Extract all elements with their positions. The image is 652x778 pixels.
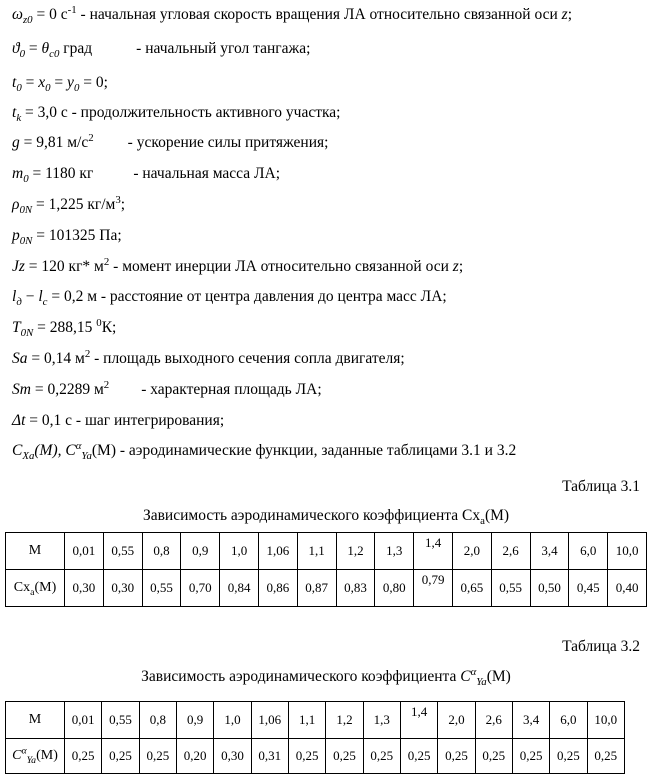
param-g: g = 9,81 $м/с^2$ - ускорение силы притяжения; bbox=[12, 131, 329, 151]
table1-c-cell: 0,79 bbox=[414, 570, 453, 607]
table2 bbox=[5, 701, 625, 774]
table1-header-m: M bbox=[6, 533, 65, 570]
table2-c-cell: 0,20 bbox=[176, 739, 213, 774]
table1-c-cell: 0,30 bbox=[103, 570, 142, 607]
table1-m-cell: 1,3 bbox=[375, 533, 414, 570]
table2-m-cell: 2,6 bbox=[475, 702, 512, 739]
table2-c-cell: 0,25 bbox=[288, 739, 325, 774]
table2-c-cell: 0,25 bbox=[438, 739, 475, 774]
table1-c-cell: 0,65 bbox=[452, 570, 491, 607]
param-omega: $\omega_{z0} = 0$ $с^{-1}$ - начальная угловая скорость вращения ЛА относительно связанной оси z; bbox=[12, 3, 572, 27]
param-rho: $\rho_{0N} = 1,225$ $кг/м^3$; bbox=[12, 193, 126, 217]
table1-m-cell: 2,0 bbox=[452, 533, 491, 570]
table2-c-cell: 0,25 bbox=[512, 739, 549, 774]
param-tk: $t_k = 3,0$ с - продолжительность активного участка; bbox=[12, 104, 341, 125]
table1-row-m bbox=[6, 533, 647, 570]
table1-c-cell: 0,83 bbox=[336, 570, 375, 607]
table1-c-cell: 0,70 bbox=[181, 570, 220, 607]
table2-m-cell: 1,3 bbox=[363, 702, 400, 739]
param-t0: $t_0 = x_0 = y_0 = 0$; bbox=[12, 74, 108, 95]
table2-c-cell: 0,25 bbox=[363, 739, 400, 774]
table2-c-cell: 0,25 bbox=[400, 739, 437, 774]
table1-c-cell: 0,87 bbox=[297, 570, 336, 607]
table1-title: Зависимость аэродинамического коэффициента $Cx_a(M)$ bbox=[142, 507, 510, 528]
param-sa: Sa = 0,14 $м^2$ - площадь выходного сечения сопла двигателя; bbox=[12, 347, 405, 367]
table2-m-cell: 0,01 bbox=[65, 702, 102, 739]
table1-c-cell: 0,86 bbox=[258, 570, 297, 607]
param-p0n: $p_{0N} = 101325$ Па; bbox=[12, 227, 122, 248]
table1-header-c: $Cx_a(M)$ bbox=[6, 570, 65, 607]
param-m0: $m_0 = 1180$ кг - начальная масса ЛА; bbox=[12, 165, 280, 186]
param-sm: Sm = 0,2289 $м^2$ - характерная площадь ЛА; bbox=[12, 378, 322, 398]
table2-c-cell: 0,25 bbox=[102, 739, 139, 774]
param-aero: $C_{Xa}(M)$, $C^\alpha_{Ya}(M)$ - аэродинамические функции, заданные таблицами 3.1 и 3.2 bbox=[12, 439, 517, 463]
table2-c-cell: 0,25 bbox=[65, 739, 102, 774]
table1-m-cell: 1,4 bbox=[414, 533, 453, 570]
table1-c-cell: 0,40 bbox=[608, 570, 647, 607]
table2-m-cell: 3,4 bbox=[512, 702, 549, 739]
table2-m-cell: 1,1 bbox=[288, 702, 325, 739]
table2-c-cell: 0,25 bbox=[326, 739, 363, 774]
table2-m-cell: 0,55 bbox=[102, 702, 139, 739]
table1-m-cell: 1,0 bbox=[220, 533, 259, 570]
table2-row-m bbox=[6, 702, 625, 739]
table2-m-cell: 2,0 bbox=[438, 702, 475, 739]
table1-m-cell: 0,01 bbox=[65, 533, 104, 570]
table1-c-cell: 0,45 bbox=[569, 570, 608, 607]
table2-c-cell: 0,31 bbox=[251, 739, 288, 774]
param-ld: $l_д - l_c = 0,2$ м - расстояние от центра давления до центра масс ЛА; bbox=[12, 288, 447, 309]
table2-header-m: M bbox=[6, 702, 65, 739]
table2-m-cell: 1,4 bbox=[400, 702, 437, 739]
table1-c-cell: 0,80 bbox=[375, 570, 414, 607]
table1-c-cell: 0,55 bbox=[142, 570, 181, 607]
table1-m-cell: 1,2 bbox=[336, 533, 375, 570]
table1-c-cell: 0,30 bbox=[65, 570, 104, 607]
table1-m-cell: 1,1 bbox=[297, 533, 336, 570]
table2-m-cell: 0,9 bbox=[176, 702, 213, 739]
table1-m-cell: 1,06 bbox=[258, 533, 297, 570]
table2-c-cell: 0,25 bbox=[475, 739, 512, 774]
table1-m-cell: 0,8 bbox=[142, 533, 181, 570]
table2-m-cell: 10,0 bbox=[587, 702, 624, 739]
table2-m-cell: 6,0 bbox=[550, 702, 587, 739]
table2-c-cell: 0,25 bbox=[587, 739, 624, 774]
table2-c-cell: 0,30 bbox=[214, 739, 251, 774]
table2-row-c bbox=[6, 739, 625, 774]
param-dt: Δt = 0,1 с - шаг интегрирования; bbox=[12, 412, 225, 429]
param-jz: Jz = 120 кг* $м^2$ - момент инерции ЛА относительно связанной оси z; bbox=[12, 255, 464, 275]
table2-c-cell: 0,25 bbox=[139, 739, 176, 774]
table1-m-cell: 6,0 bbox=[569, 533, 608, 570]
table1-m-cell: 2,6 bbox=[491, 533, 530, 570]
table1-m-cell: 0,9 bbox=[181, 533, 220, 570]
table1-m-cell: 3,4 bbox=[530, 533, 569, 570]
table1-c-cell: 0,84 bbox=[220, 570, 259, 607]
table2-c-cell: 0,25 bbox=[550, 739, 587, 774]
table2-m-cell: 1,0 bbox=[214, 702, 251, 739]
table1-row-c bbox=[6, 570, 647, 607]
table2-m-cell: 1,2 bbox=[326, 702, 363, 739]
param-pitch: $ϑ_0 = \theta_{с0}$ град - начальный угол тангажа; bbox=[12, 40, 311, 61]
table2-label: Таблица 3.2 bbox=[562, 638, 640, 655]
table1 bbox=[5, 532, 647, 607]
table1-m-cell: 0,55 bbox=[103, 533, 142, 570]
table2-m-cell: 1,06 bbox=[251, 702, 288, 739]
table2-m-cell: 0,8 bbox=[139, 702, 176, 739]
param-t0n: $T_{0N} = 288,15$ $^0$К; bbox=[12, 316, 117, 340]
table1-c-cell: 0,55 bbox=[491, 570, 530, 607]
table2-header-c: $C^\alpha_{Ya}(M)$ bbox=[6, 739, 65, 774]
table1-label: Таблица 3.1 bbox=[562, 478, 640, 495]
table1-c-cell: 0,50 bbox=[530, 570, 569, 607]
table2-title: Зависимость аэродинамического коэффициента $C^\alpha_{Ya}(M)$ bbox=[141, 665, 511, 689]
table1-m-cell: 10,0 bbox=[608, 533, 647, 570]
